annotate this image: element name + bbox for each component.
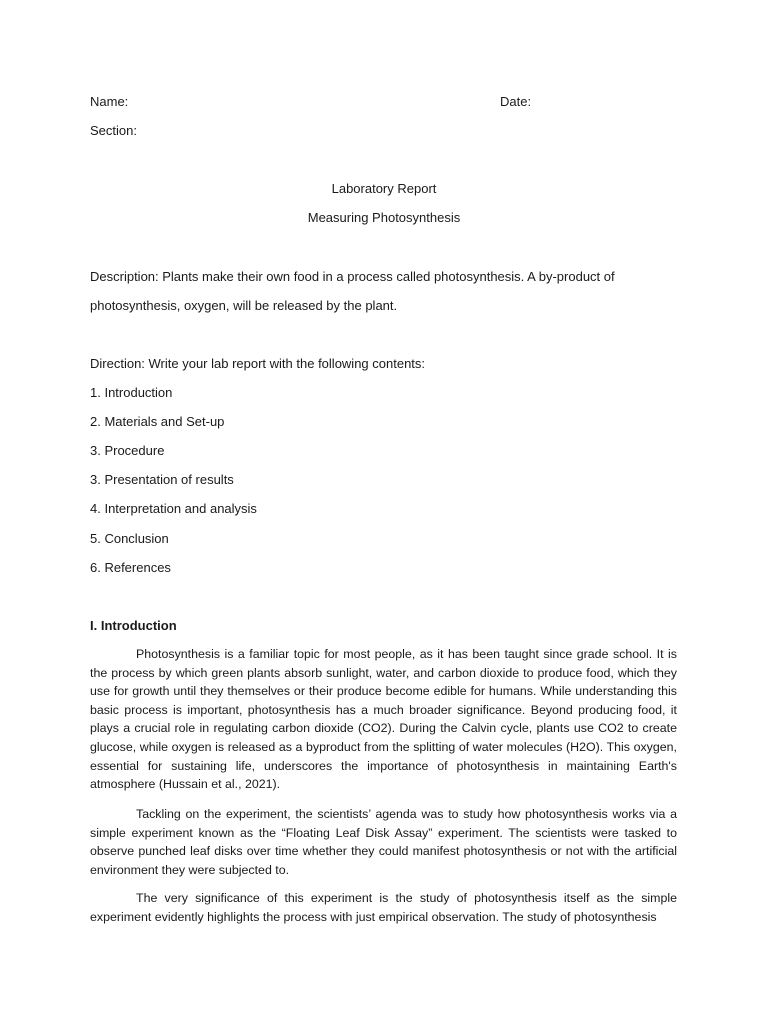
introduction-paragraph-2 bbox=[90, 805, 677, 879]
direction-item: 4. Interpretation and analysis bbox=[90, 501, 257, 516]
direction-item: 3. Procedure bbox=[90, 443, 165, 458]
paragraph-text: The very significance of this experiment is the study of photosynthesis itself as the simple experiment evidently highlights the process with just empirical observation. The study of photosynthesis bbox=[90, 891, 677, 924]
direction-item: 2. Materials and Set-up bbox=[90, 414, 225, 429]
description-line-2: photosynthesis, oxygen, will be released by the plant. bbox=[90, 298, 398, 313]
direction-item: 6. References bbox=[90, 560, 171, 575]
paragraph-text: Tackling on the experiment, the scientists’ agenda was to study how photosynthesis works via a simple experiment known as the “Floating Leaf Disk Assay” experiment. The scientists were tasked to observe punched leaf disks over time whether they could manifest photosynthesis or not with the artificial environment they were subjected to. bbox=[90, 807, 677, 877]
report-title: Laboratory Report bbox=[331, 181, 437, 196]
direction-item: 5. Conclusion bbox=[90, 531, 169, 546]
introduction-heading: I. Introduction bbox=[90, 618, 177, 633]
date-label: Date: bbox=[500, 94, 532, 109]
section-label: Section: bbox=[90, 123, 137, 138]
paragraph-text: Photosynthesis is a familiar topic for most people, as it has been taught since grade school. It is the process by which green plants absorb sunlight, water, and carbon dioxide to produce food, which they use for growth until they themselves or their produce become edible for humans. While understanding this basic process is important, photosynthesis has a much broader significance. Beyond producing food, it plays a crucial role in regulating carbon dioxide (CO2). During the Calvin cycle, plants use CO2 to create glucose, while oxygen is released as a byproduct from the splitting of water molecules (H2O). This oxygen, essential for sustaining life, underscores the importance of photosynthesis in maintaining Earth's atmosphere (Hussain et al., 2021). bbox=[90, 647, 677, 792]
introduction-paragraph-1 bbox=[90, 645, 677, 794]
introduction-paragraph-3 bbox=[90, 889, 677, 926]
direction-item: 3. Presentation of results bbox=[90, 472, 234, 487]
direction-item: 1. Introduction bbox=[90, 385, 173, 400]
name-label: Name: bbox=[90, 94, 129, 109]
direction-intro: Direction: Write your lab report with the following contents: bbox=[90, 356, 426, 371]
report-subtitle: Measuring Photosynthesis bbox=[307, 210, 461, 225]
description-line-1: Description: Plants make their own food in a process called photosynthesis. A by-product of bbox=[90, 269, 615, 284]
